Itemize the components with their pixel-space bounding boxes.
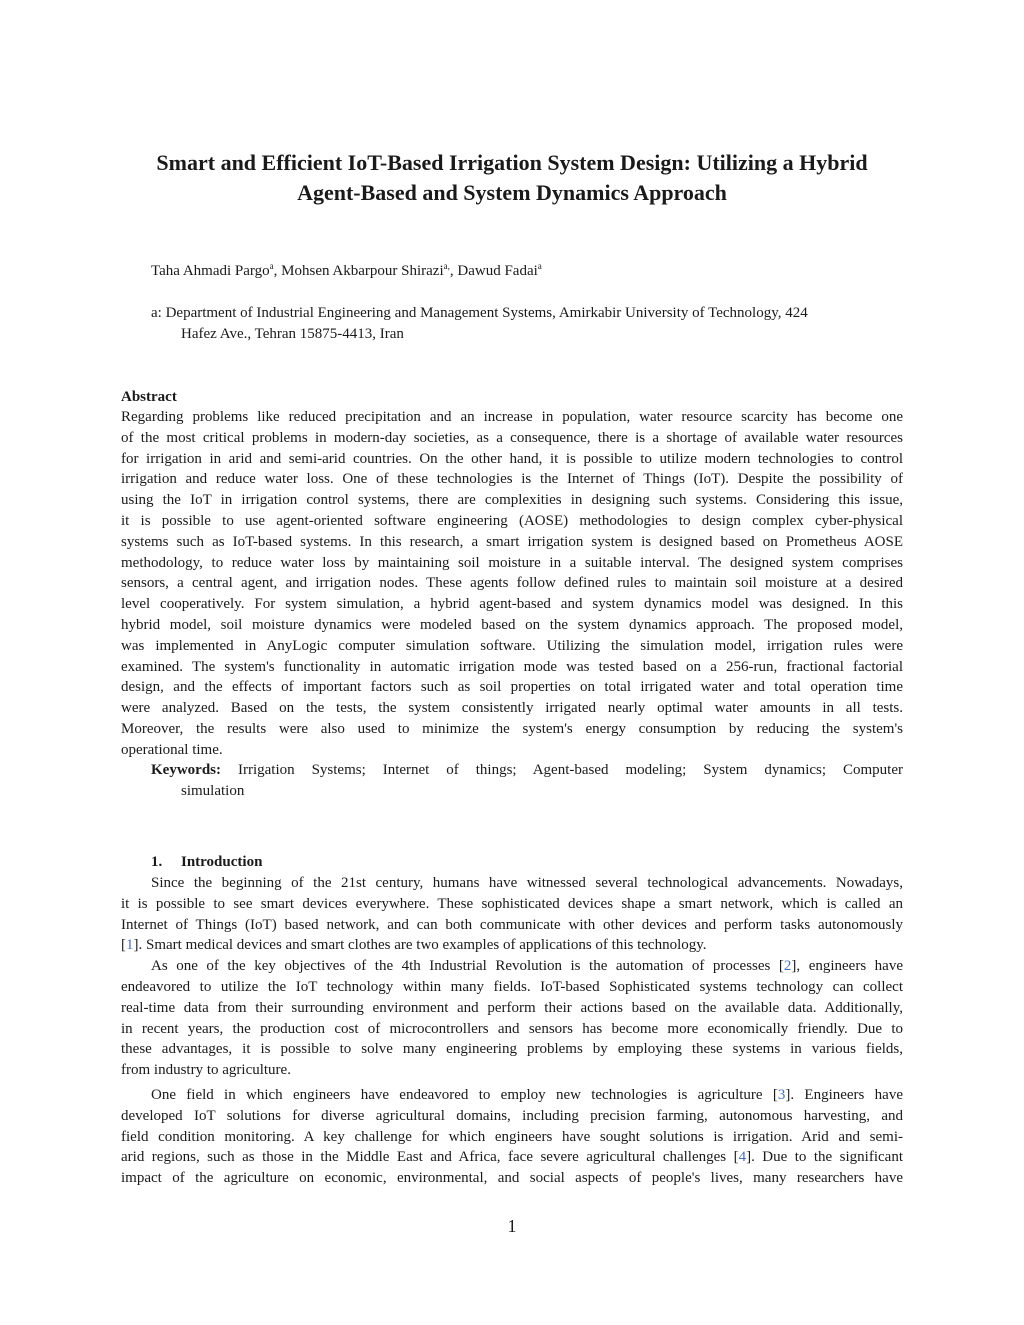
abstract-body bbox=[121, 407, 903, 761]
author-list: Taha Ahmadi Pargo$^a$, Mohsen Akbarpour Shirazi$^{a,}$, Dawud Fadai$^a$ bbox=[151, 261, 542, 279]
author-name: Taha Ahmadi Pargo bbox=[151, 263, 270, 279]
intro-line: impact of the agriculture on economic, environmental, and social aspects of people's lives, many researchers have bbox=[121, 1170, 903, 1187]
intro-line: these advantages, it is possible to solve many engineering problems by employing these systems in various fields, bbox=[121, 1041, 903, 1058]
introduction-body bbox=[121, 873, 903, 1189]
intro-line: Internet of Things (IoT) based network, and can both communicate with other devices and perform tasks autonomously bbox=[121, 916, 903, 933]
author-affiliation-mark: a bbox=[537, 261, 542, 271]
intro-line bbox=[121, 956, 903, 977]
affiliation-line-2: Hafez Ave., Tehran 15875-4413, Iran bbox=[181, 326, 404, 342]
citation-link[interactable]: 4 bbox=[738, 1149, 747, 1166]
abstract-line: sensors, a central agent, and irrigation nodes. These agents follow defined rules to maintain soil moisture at a desired bbox=[121, 575, 903, 592]
text: ], engineers have bbox=[791, 958, 904, 975]
keywords-line-1 bbox=[151, 760, 903, 781]
abstract-line: operational time. bbox=[121, 741, 223, 758]
text: One field in which engineers have endeavored to employ new technologies is agriculture [ bbox=[151, 1086, 778, 1103]
abstract-line: was implemented in AnyLogic computer simulation software. Utilizing the simulation model, irrigation rules were bbox=[121, 637, 903, 654]
affiliation-line-1: a: Department of Industrial Engineering and Management Systems, Amirkabir University of Technology, 424 bbox=[151, 305, 808, 321]
abstract-line: level cooperatively. For system simulation, a hybrid agent-based and system dynamics model was designed. In this bbox=[121, 596, 903, 613]
abstract-line: Moreover, the results were also used to minimize the system's energy consumption by reducing the system's bbox=[121, 720, 903, 737]
section-title: Introduction bbox=[181, 854, 263, 870]
keywords-text: Irrigation Systems; Internet of things; Agent-based modeling; System dynamics; Computer bbox=[237, 762, 903, 778]
intro-line: it is possible to see smart devices everywhere. These sophisticated devices shape a smart network, which is called an bbox=[121, 895, 903, 912]
abstract-line: examined. The system's functionality in automatic irrigation mode was tested based on a 256-run, fractional factorial bbox=[121, 658, 903, 675]
abstract-heading: Abstract bbox=[121, 389, 177, 405]
intro-line: endeavored to utilize the IoT technology within many fields. IoT-based Sophisticated systems technology can collect bbox=[121, 978, 903, 995]
intro-line: field condition monitoring. A key challenge for which engineers have sought solutions is irrigation. Arid and semi- bbox=[121, 1128, 903, 1145]
intro-line: Since the beginning of the 21st century, humans have witnessed several technological advancements. Nowadays, bbox=[151, 875, 903, 891]
author-name: Mohsen Akbarpour Shirazi bbox=[281, 263, 444, 279]
section-heading bbox=[151, 852, 262, 872]
author-affiliation-mark: a bbox=[269, 261, 274, 271]
author-name: Dawud Fadai bbox=[457, 263, 538, 279]
paper-title bbox=[110, 148, 914, 208]
text: ]. Due to the significant bbox=[746, 1149, 903, 1166]
intro-line: developed IoT solutions for diverse agricultural domains, including precision farming, autonomous harvesting, and bbox=[121, 1107, 903, 1124]
abstract-line: Regarding problems like reduced precipitation and an increase in population, water resource scarcity has become one bbox=[121, 409, 903, 425]
abstract-line: design, and the effects of important factors such as soil properties on total irrigated water and total operation time bbox=[121, 679, 903, 696]
text: ]. Engineers have bbox=[785, 1086, 903, 1103]
abstract-line: it is possible to use agent-oriented software engineering (AOSE) methodologies to design complex cyber-physical bbox=[121, 512, 903, 529]
keywords bbox=[151, 760, 903, 781]
citation-link[interactable]: 1 bbox=[126, 937, 134, 954]
intro-line: real-time data from their surrounding environment and perform their actions based on the available data. Additionally, bbox=[121, 999, 903, 1016]
text: ]. Smart medical devices and smart clothes are two examples of applications of this technology. bbox=[133, 937, 707, 954]
abstract-line: for irrigation in arid and semi-arid countries. On the other hand, it is possible to utilize modern technologies to control bbox=[121, 450, 903, 467]
abstract-line: irrigation and reduce water loss. One of these technologies is the Internet of Things (IoT). Despite the possibility of bbox=[121, 471, 903, 488]
abstract-line: were analyzed. Based on the tests, the system consistently irrigated nearly optimal water amounts in all tests. bbox=[121, 700, 903, 717]
page-number: 1 bbox=[507, 1216, 517, 1236]
keywords-label: Keywords: bbox=[151, 762, 221, 778]
text: As one of the key objectives of the 4th Industrial Revolution is the automation of processes [ bbox=[151, 958, 784, 975]
text: arid regions, such as those in the Middle East and Africa, face severe agricultural challenges [ bbox=[121, 1149, 739, 1166]
text: [ bbox=[121, 937, 126, 954]
abstract-line: of the most critical problems in modern-day societies, as a consequence, there is a shortage of available water resources bbox=[121, 429, 903, 446]
keywords-line-2: simulation bbox=[181, 783, 245, 799]
intro-line: from industry to agriculture. bbox=[121, 1062, 291, 1079]
section-number: 1. bbox=[151, 854, 163, 870]
citation-link[interactable]: 2 bbox=[783, 958, 792, 975]
intro-line: in recent years, the production cost of microcontrollers and sensors has become more economically friendly. Due to bbox=[121, 1020, 903, 1037]
citation-link[interactable]: 3 bbox=[777, 1086, 786, 1103]
abstract-line: hybrid model, soil moisture dynamics were modeled based on the system dynamics approach. The proposed model, bbox=[121, 616, 903, 633]
intro-line bbox=[121, 1147, 903, 1168]
title-line-1: Smart and Efficient IoT-Based Irrigation System Design: Utilizing a Hybrid bbox=[156, 150, 868, 175]
abstract-line: using the IoT in irrigation control systems, there are complexities in designing such systems. Considering this issue, bbox=[121, 492, 903, 509]
author-affiliation-mark: a, bbox=[443, 261, 450, 271]
abstract-line: methodology, to reduce water loss by maintaining soil moisture in a suitable interval. The designed system comprises bbox=[121, 554, 903, 571]
title-line-2: Agent-Based and System Dynamics Approach bbox=[297, 180, 727, 205]
abstract-line: systems such as IoT-based systems. In this research, a smart irrigation system is designed based on Prometheus AOSE bbox=[121, 533, 903, 550]
intro-line bbox=[121, 935, 903, 956]
intro-line bbox=[121, 1085, 903, 1106]
